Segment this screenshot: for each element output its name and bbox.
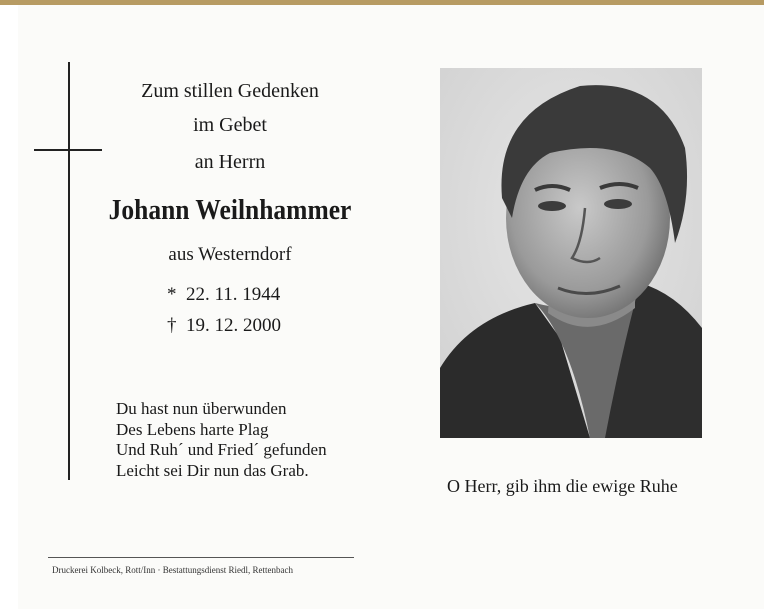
printer-credit: Druckerei Kolbeck, Rott/Inn · Bestattungsdienst Riedl, Rettenbach <box>52 565 293 575</box>
deceased-name: Johann Weilnhammer <box>108 194 352 226</box>
cross-vertical-bar <box>68 62 70 480</box>
verse-line: Des Lebens harte Plag <box>116 419 269 439</box>
photo-caption: O Herr, gib ihm die ewige Ruhe <box>447 476 678 496</box>
death-date-line <box>167 315 281 337</box>
birth-symbol: * <box>167 284 177 305</box>
heading-line-2: im Gebet <box>193 114 267 136</box>
birth-date: 22. 11. 1944 <box>186 284 281 305</box>
heading-line-3: an Herrn <box>194 151 266 173</box>
portrait-photo <box>440 68 702 438</box>
verse-line: Leicht sei Dir nun das Grab. <box>116 460 309 480</box>
cross-horizontal-bar <box>34 149 102 151</box>
heading-line-1: Zum stillen Gedenken <box>141 80 319 102</box>
memorial-verse <box>116 399 327 481</box>
verse-line: Du hast nun überwunden <box>116 399 287 418</box>
verse-line: Und Ruh´ und Fried´ gefunden <box>116 440 327 459</box>
death-symbol: † <box>167 315 177 336</box>
birth-date-line <box>167 284 280 306</box>
footer-rule <box>48 557 354 558</box>
origin-text: aus Westerndorf <box>168 244 292 265</box>
death-date: 19. 12. 2000 <box>186 315 281 336</box>
